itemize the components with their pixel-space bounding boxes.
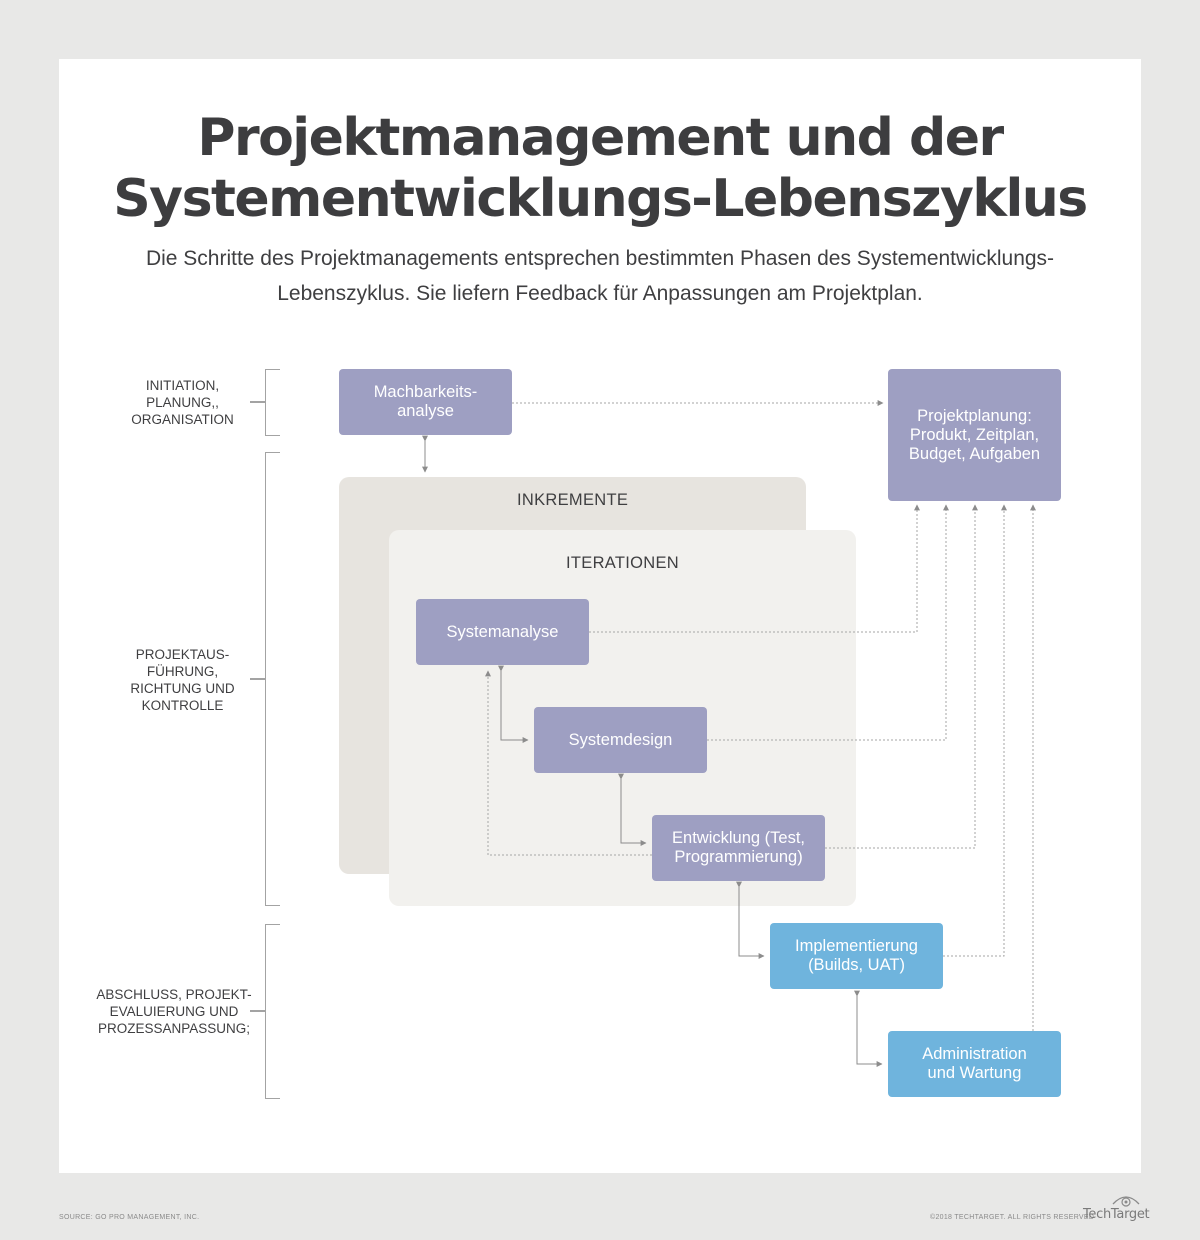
- link-design-development: [621, 779, 646, 843]
- feedback-line-system-design: [707, 505, 946, 740]
- link-development-implementation: [739, 887, 764, 956]
- development-box: Entwicklung (Test, Programmierung): [652, 815, 825, 881]
- link-implementation-administration: [857, 996, 882, 1064]
- copyright-note: ©2018 TECHTARGET. ALL RIGHTS RESERVED: [930, 1214, 1095, 1221]
- techtarget-eye-icon: [1111, 1192, 1141, 1208]
- system-design-box: Systemdesign: [534, 707, 707, 773]
- phase-label-initiation: INITIATION, PLANUNG,, ORGANISATION: [131, 378, 234, 427]
- project-planning-box: Projektplanung: Produkt, Zeitplan, Budget, Aufgaben: [888, 369, 1061, 501]
- title-line-1: Projektmanagement und der: [197, 108, 1003, 168]
- increments-label: INKREMENTE: [517, 491, 629, 509]
- feedback-line-system-analysis: [589, 505, 917, 632]
- feasibility-analysis-box: Machbarkeits- analyse: [339, 369, 512, 435]
- feedback-line-implementation: [943, 505, 1004, 956]
- techtarget-logo: TechTarget: [1083, 1207, 1150, 1222]
- subtitle-line-1: Die Schritte des Projektmanagements entsprechen bestimmten Phasen des Systementwicklungs-: [145, 247, 1055, 270]
- iterations-label: ITERATIONEN: [566, 554, 679, 572]
- source-note: SOURCE: GO PRO MANAGEMENT, INC.: [59, 1214, 200, 1221]
- link-analysis-design: [501, 671, 528, 740]
- system-analysis-box: Systemanalyse: [416, 599, 589, 665]
- implementation-box: Implementierung (Builds, UAT): [770, 923, 943, 989]
- phase-label-execution: PROJEKTAUS- FÜHRUNG, RICHTUNG UND KONTROLLE: [130, 647, 235, 713]
- subtitle-line-2: Lebenszyklus. Sie liefern Feedback für Anpassungen am Projektplan.: [277, 282, 923, 305]
- administration-box: Administration und Wartung: [888, 1031, 1061, 1097]
- feedback-line-development: [825, 505, 975, 848]
- phase-label-closing: ABSCHLUSS, PROJEKT- EVALUIERUNG UND PROZESSANPASSUNG;: [96, 987, 252, 1036]
- title-line-2: Systementwicklungs-Lebenszyklus: [113, 169, 1087, 229]
